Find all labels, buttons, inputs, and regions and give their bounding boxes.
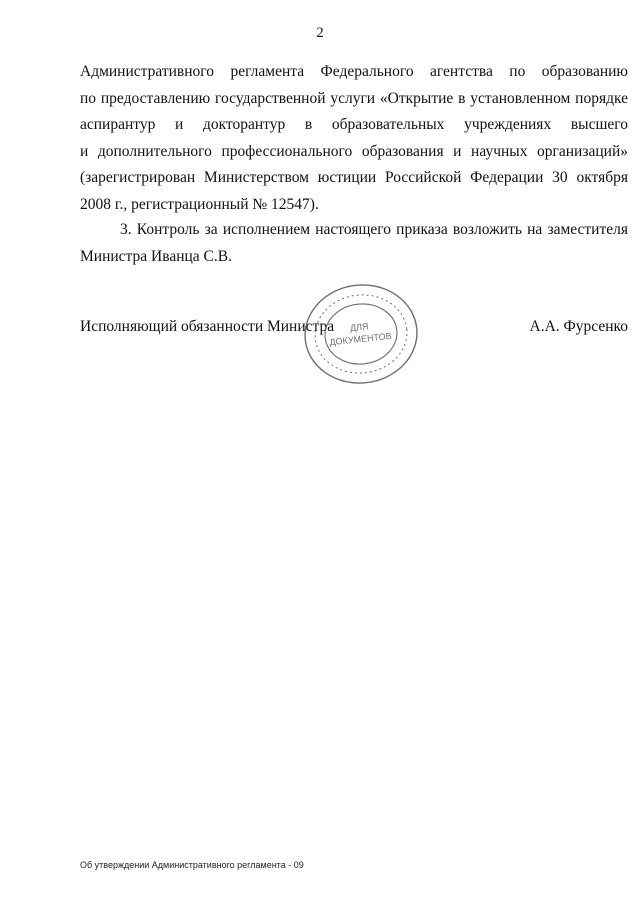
paragraph-1-line: по предоставлению государственной услуги «Открытие в установленном порядке — [80, 89, 628, 107]
signer-name: А.А. Фурсенко — [529, 318, 628, 335]
paragraph-1-line: (зарегистрирован Министерством юстиции Российской Федерации 30 октября — [80, 169, 628, 186]
paragraph-2 — [80, 217, 628, 270]
official-seal-stamp — [302, 282, 420, 386]
paragraph-1-line: и дополнительного профессионального образования и научных организаций» — [80, 142, 628, 160]
document-footer: Об утверждении Административного регламента - 09 — [80, 860, 304, 870]
paragraph-1-line: Административного регламента Федерального агентства по образованию — [80, 63, 628, 80]
signer-title: Исполняющий обязанности Министра — [80, 318, 335, 335]
seal-text-line-2: ДОКУМЕНТОВ — [329, 330, 393, 348]
seal-text-line-1: ДЛЯ — [349, 321, 370, 334]
paragraph-2-line: Министра Иванца С.В. — [80, 247, 232, 265]
paragraph-2-line: 3. Контроль за исполнением настоящего приказа возложить на заместителя — [120, 221, 628, 238]
paragraph-1-line: 2008 г., регистрационный № 12547). — [80, 195, 319, 213]
page-number: 2 — [316, 25, 324, 41]
paragraph-1-line: аспирантур и докторантур в образовательных учреждениях высшего — [80, 116, 628, 133]
seal-graphic — [302, 282, 420, 386]
paragraph-1 — [80, 59, 628, 218]
